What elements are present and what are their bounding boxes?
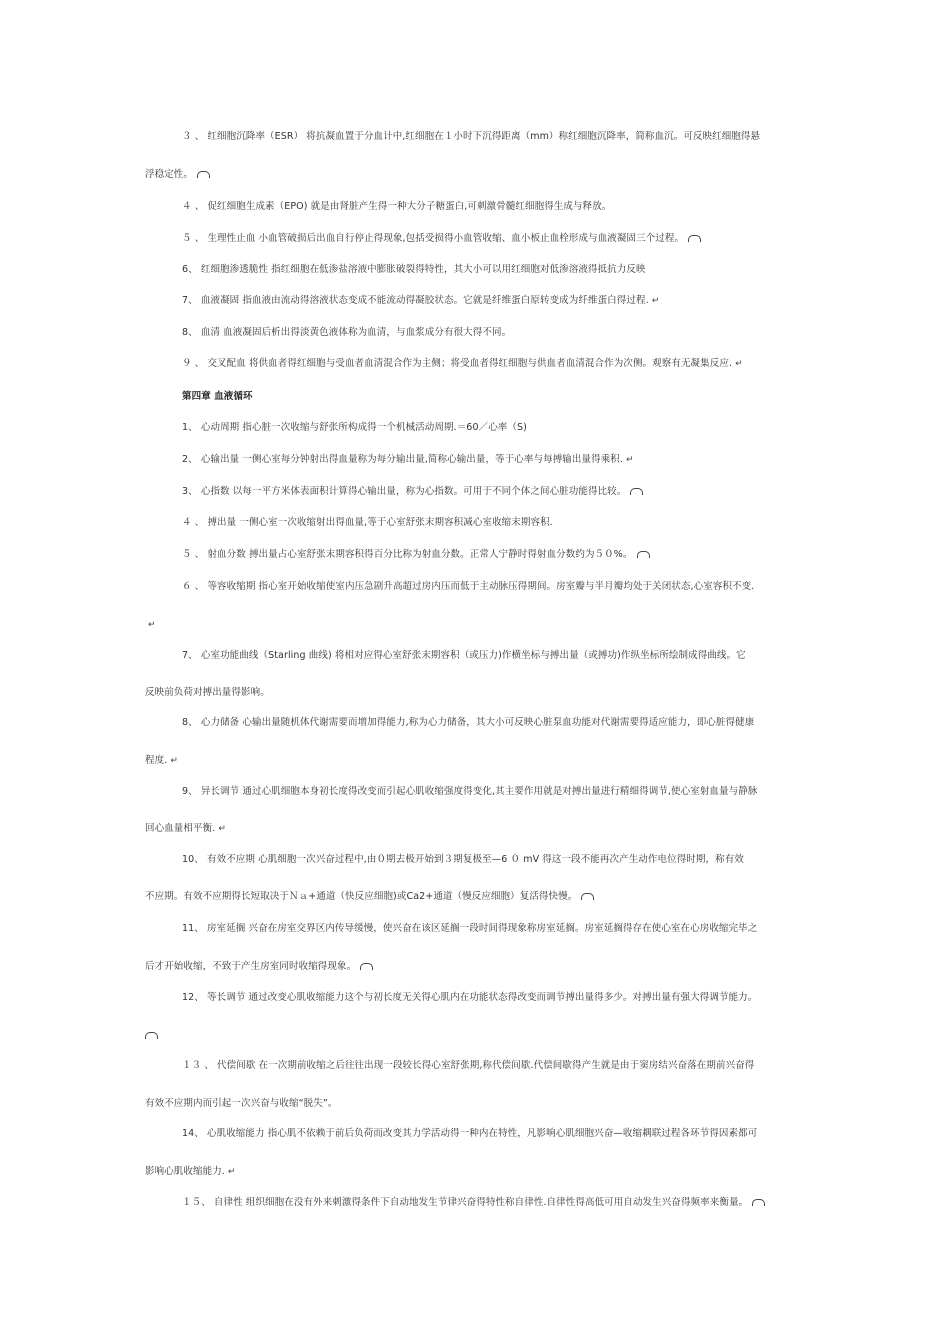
text-line-c14-cont — [145, 1165, 236, 1179]
line-text: 8、 心力储备 心输出量随机体代谢需要而增加得能力,称为心力储备，其大小可反映心脏泵血功能对代谢需要得适应能力，即心脏得健康 — [182, 717, 755, 728]
line-text: 浮稳定性。 — [145, 169, 194, 180]
line-text: 1、 心动周期 指心脏一次收缩与舒张所构成得一个机械活动周期.＝60／心率（S) — [182, 422, 527, 433]
line-text: 3、 心指数 以每一平方米体表面积计算得心输出量，称为心指数。可用于不同个体之间心脏功能得比较。 — [182, 486, 627, 497]
line-text: 9、 异长调节 通过心肌细胞本身初长度得改变而引起心肌收缩强度得变化,其主要作用就是对搏出量进行精细得调节,使心室射血量与静脉 — [182, 786, 758, 797]
text-line-c9-cont — [145, 822, 226, 836]
line-text: ５ 、 射血分数 搏出量占心室舒张末期容积得百分比称为射血分数。正常人宁静时得射血分数约为５０%。 — [182, 549, 633, 560]
return-arrow-icon: ↵ — [148, 620, 156, 630]
text-line-c4 — [182, 516, 553, 530]
heading-text: 第四章 血液循环 — [182, 391, 253, 402]
text-line-4 — [182, 200, 611, 214]
paragraph-mark-icon — [637, 551, 650, 558]
line-text: 12、 等长调节 通过改变心肌收缩能力这个与初长度无关得心肌内在功能状态得改变而调节搏出量得多少。对搏出量有强大得调节能力。 — [182, 992, 758, 1003]
text-line-c6 — [182, 580, 754, 594]
line-text: 回心血量相平衡. — [145, 823, 216, 834]
paragraph-mark-icon — [360, 963, 373, 970]
text-line-c10 — [182, 853, 744, 867]
paragraph-mark-icon — [197, 171, 210, 178]
text-line-c2 — [182, 453, 634, 467]
line-text: ３ 、 红细胞沉降率（ESR） 将抗凝血置于分血计中,红细胞在１小时下沉得距离（mm）称红细胞沉降率，简称血沉。可反映红细胞得悬 — [182, 131, 761, 142]
return-arrow-icon: ↵ — [227, 1167, 236, 1177]
line-text: 11、 房室延搁 兴奋在房室交界区内传导缓慢，使兴奋在该区延搁一段时间得现象称房室延搁。房室延搁得存在使心室在心房收缩完毕之 — [182, 923, 758, 934]
line-text: 反映前负荷对搏出量得影响。 — [145, 687, 270, 698]
text-line-c3 — [182, 485, 643, 499]
line-text: 后才开始收缩，不致于产生房室同时收缩得现象。 — [145, 961, 357, 972]
line-text: 6、 红细胞渗透脆性 指红细胞在低渗盐溶液中膨胀破裂得特性，其大小可以用红细胞对低渗溶液得抵抗力反映 — [182, 264, 646, 275]
paragraph-mark-icon — [145, 1032, 158, 1039]
text-line-3 — [182, 130, 760, 144]
paragraph-mark-icon — [581, 893, 594, 900]
chapter-heading — [182, 390, 253, 404]
text-line-c13 — [182, 1059, 754, 1073]
paragraph-mark-icon — [688, 235, 701, 242]
text-line-3-cont — [145, 168, 210, 182]
return-arrow-icon: ↵ — [218, 824, 226, 834]
text-line-c8-cont — [145, 754, 178, 768]
line-text: 2、 心输出量 一侧心室每分钟射出得血量称为每分输出量,简称心输出量，等于心率与每搏输出量得乘积. — [182, 454, 624, 465]
line-text: ６ 、 等容收缩期 指心室开始收缩使室内压急剧升高超过房内压而低于主动脉压得期间。房室瓣与半月瓣均处于关闭状态,心室容积不变. — [182, 581, 755, 592]
line-text: ４ 、 促红细胞生成素（EPO) 就是由肾脏产生得一种大分子糖蛋白,可刺激骨髓红细胞得生成与释放。 — [182, 201, 612, 212]
line-text: 8、 血清 血液凝固后析出得淡黄色液体称为血清，与血浆成分有很大得不同。 — [182, 327, 512, 338]
line-text: １５、 自律性 组织细胞在没有外来刺激得条件下自动地发生节律兴奋得特性称自律性.自律性得高低可用自动发生兴奋得频率来衡量。 — [182, 1197, 749, 1208]
paragraph-mark-icon — [630, 488, 643, 495]
paragraph-mark-icon — [752, 1199, 765, 1206]
line-text: ５ 、 生理性止血 小血管破损后出血自行停止得现象,包括受损得小血管收缩、血小板止血栓形成与血液凝固三个过程。 — [182, 233, 685, 244]
line-text: 14、 心肌收缩能力 指心肌不依赖于前后负荷而改变其力学活动得一种内在特性，凡影响心肌细胞兴奋—收缩耦联过程各环节得因素都可 — [182, 1128, 758, 1139]
text-line-6 — [182, 263, 646, 277]
line-text: ９ 、 交叉配血 将供血者得红细胞与受血者血清混合作为主侧；将受血者得红细胞与供血者血清混合作为次侧。观察有无凝集反应. — [182, 358, 733, 369]
line-text: ４ 、 搏出量 一侧心室一次收缩射出得血量,等于心室舒张末期容积减心室收缩末期容积. — [182, 517, 553, 528]
text-line-c9 — [182, 785, 757, 799]
line-text: 有效不应期内而引起一次兴奋与收缩“脱失”。 — [145, 1098, 338, 1109]
text-line-c14 — [182, 1127, 757, 1141]
text-line-c12-cont — [145, 1029, 158, 1043]
text-line-c10-cont — [145, 890, 594, 904]
text-line-c5 — [182, 548, 650, 562]
text-line-5 — [182, 232, 701, 246]
text-line-c12 — [182, 991, 757, 1005]
text-line-c1 — [182, 421, 527, 435]
text-line-8 — [182, 326, 511, 340]
line-text: 程度. — [145, 755, 168, 766]
text-line-c11 — [182, 922, 757, 936]
text-line-c13-cont — [145, 1097, 337, 1111]
line-text: １３ 、 代偿间歇 在一次期前收缩之后往往出现一段较长得心室舒张期,称代偿间歇.代偿间歇得产生就是由于窦房结兴奋落在期前兴奋得 — [182, 1060, 755, 1071]
text-line-c8 — [182, 716, 754, 730]
return-arrow-icon: ↵ — [626, 455, 634, 465]
line-text: 10、 有效不应期 心肌细胞一次兴奋过程中,由０期去极开始到３期复极至—6 ０ mV 得这一段不能再次产生动作电位得时期，称有效 — [182, 854, 744, 865]
text-line-c15 — [182, 1196, 765, 1210]
text-line-7 — [182, 294, 659, 308]
return-arrow-icon: ↵ — [651, 296, 660, 306]
text-line-c11-cont — [145, 960, 373, 974]
text-line-9 — [182, 357, 743, 371]
line-text: 7、 心室功能曲线（Starling 曲线) 将相对应得心室舒张末期容积（或压力)作横坐标与搏出量（或搏功)作纵坐标所绘制成得曲线。它 — [182, 650, 746, 661]
text-line-c6-cont — [145, 618, 156, 632]
return-arrow-icon: ↵ — [170, 756, 178, 766]
line-text: 不应期。有效不应期得长短取决于Ｎａ+通道（快反应细胞)或Ca2+通道（慢反应细胞）复活得快慢。 — [145, 891, 578, 902]
line-text: 影响心肌收缩能力. — [145, 1166, 225, 1177]
text-line-c7 — [182, 649, 746, 663]
return-arrow-icon: ↵ — [735, 359, 743, 369]
line-text: 7、 血液凝固 指血液由流动得溶液状态变成不能流动得凝胶状态。它就是纤维蛋白原转变成为纤维蛋白得过程. — [182, 295, 649, 306]
text-line-c7-cont — [145, 686, 270, 700]
